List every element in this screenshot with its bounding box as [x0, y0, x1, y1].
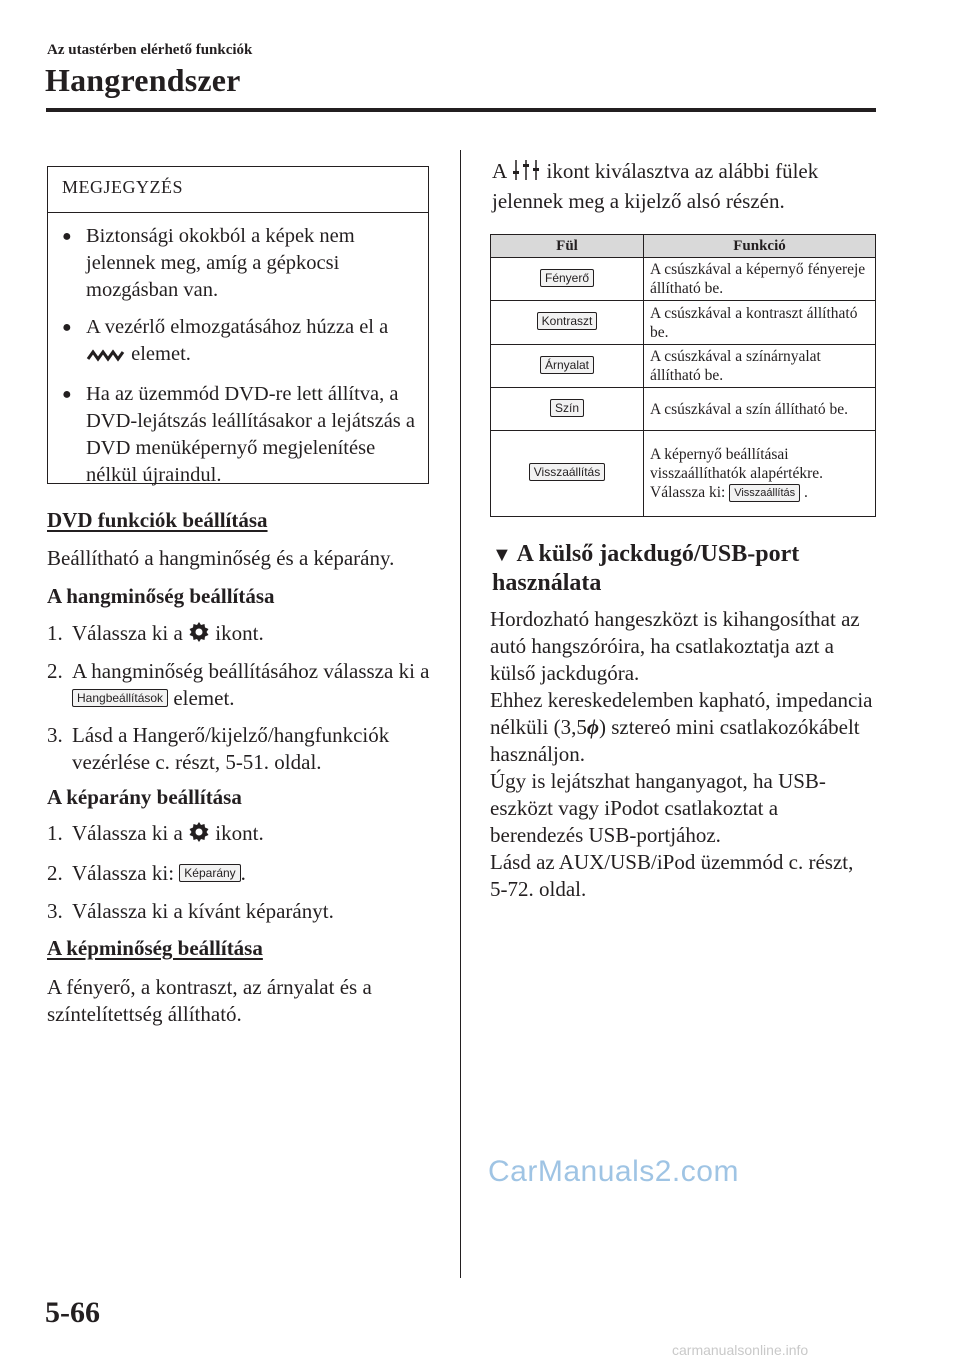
watermark: CarManuals2.com	[488, 1155, 739, 1188]
footer-url: carmanualsonline.info	[672, 1342, 809, 1358]
table-cell-function: A csúszkával a színárnyalat állítható be.	[644, 345, 876, 388]
step-sound-1: 1. Válassza ki a ikont.	[47, 620, 447, 650]
contrast-tab-button[interactable]: Kontraszt	[537, 312, 598, 330]
step-aspect-1: 1. Válassza ki a ikont.	[47, 820, 447, 850]
page-title: Hangrendszer	[45, 62, 241, 98]
dvd-settings-heading: DVD funkciók beállítása	[47, 508, 268, 532]
bullet-icon: ●	[62, 228, 72, 245]
table-cell-function: A csúszkával a képernyő fényereje állítható be.	[644, 258, 876, 301]
table-row	[491, 301, 876, 345]
section-label: Az utastérben elérhető funkciók	[47, 42, 253, 58]
reset-button[interactable]: Visszaállítás	[729, 484, 800, 502]
table-cell-function: A csúszkával a kontraszt állítható be.	[644, 301, 876, 345]
table-row	[491, 345, 876, 388]
image-quality-heading: A képminőség beállítása	[47, 936, 263, 960]
brightness-tab-button[interactable]: Fényerő	[540, 269, 594, 287]
tabs-intro: A ikont kiválasztva az alábbi fülek jelennek meg a kijelző alsó részén.	[492, 159, 819, 213]
table-header-row	[491, 235, 876, 258]
aspect-ratio-button[interactable]: Képarány	[179, 864, 240, 882]
step-sound-3: 3. Lásd a Hangerő/kijelző/hangfunkciók vezérlése c. részt, 5-51. oldal.	[47, 723, 390, 774]
title-rule	[46, 108, 876, 112]
table-row	[491, 258, 876, 301]
color-tab-button[interactable]: Szín	[550, 399, 584, 417]
aspect-ratio-heading: A képarány beállítása	[47, 785, 242, 809]
column-divider	[460, 150, 461, 1278]
table-row	[491, 431, 876, 517]
reset-tab-button[interactable]: Visszaállítás	[529, 463, 605, 481]
note-list	[48, 213, 428, 489]
image-quality-text: A fényerő, a kontraszt, az árnyalat és a színtelítettség állítható.	[47, 975, 372, 1026]
drag-handle-icon	[86, 344, 126, 371]
tabs-table	[490, 234, 876, 517]
dvd-intro: Beállítható a hangminőség és a képarány.	[47, 546, 395, 570]
bullet-icon: ●	[62, 319, 72, 336]
sound-settings-button[interactable]: Hangbeállítások	[72, 689, 168, 707]
step-aspect-3: 3. Válassza ki a kívánt képarányt.	[47, 899, 334, 923]
step-sound-2: 2. A hangminőség beállításához válassza ki a Hangbeállítások elemet.	[47, 659, 430, 710]
bullet-icon: ●	[62, 386, 72, 403]
table-row	[491, 388, 876, 431]
note-item: ● Ha az üzemmód DVD-re lett állítva, a DVD-lejátszás leállításakor a lejátszás a DVD menüképernyő megjelenítése nélkül újraindul.	[62, 383, 415, 486]
equalizer-icon	[511, 159, 541, 188]
table-cell-function: A csúszkával a szín állítható be.	[644, 388, 876, 431]
note-box	[47, 166, 429, 484]
note-item: ● Biztonsági okokból a képek nem jelennek meg, amíg a gépkocsi mozgásban van.	[62, 225, 355, 301]
table-cell-function: A képernyő beállításai visszaállíthatók alapértékre. Válassza ki: Visszaállítás .	[644, 431, 876, 517]
page-number: 5-66	[45, 1296, 100, 1329]
gear-icon	[188, 621, 210, 650]
note-heading: MEGJEGYZÉS	[48, 167, 428, 213]
sound-quality-heading: A hangminőség beállítása	[47, 584, 275, 608]
jack-paragraph: Hordozható hangeszközt is kihangosíthat az autó hangszóróira, ha csatlakoztatja azt a külső jackdugóra. Ehhez kereskedelemben kapható, impedancia nélküli (3,5ϕ) sztereó mini csatlakozókábelt használjon. Úgy is lejátszhat hanganyagot, ha USB-eszközt vagy iPodot csatlakoztat a berendezés USB-portjához. Lásd az AUX/USB/iPod üzemmód c. részt, 5-72. oldal.	[490, 607, 873, 901]
section-marker-icon: ▼	[492, 544, 512, 566]
table-header-function: Funkció	[644, 235, 876, 258]
step-aspect-2: 2. Válassza ki: Képarány .	[47, 861, 246, 885]
table-header-tab: Fül	[491, 235, 644, 258]
gear-icon	[188, 821, 210, 850]
external-jack-heading: ▼ A külső jackdugó/USB-port használata	[492, 541, 800, 596]
hue-tab-button[interactable]: Árnyalat	[540, 356, 594, 374]
note-item: ● A vezérlő elmozgatásához húzza el a elemet.	[62, 314, 416, 371]
